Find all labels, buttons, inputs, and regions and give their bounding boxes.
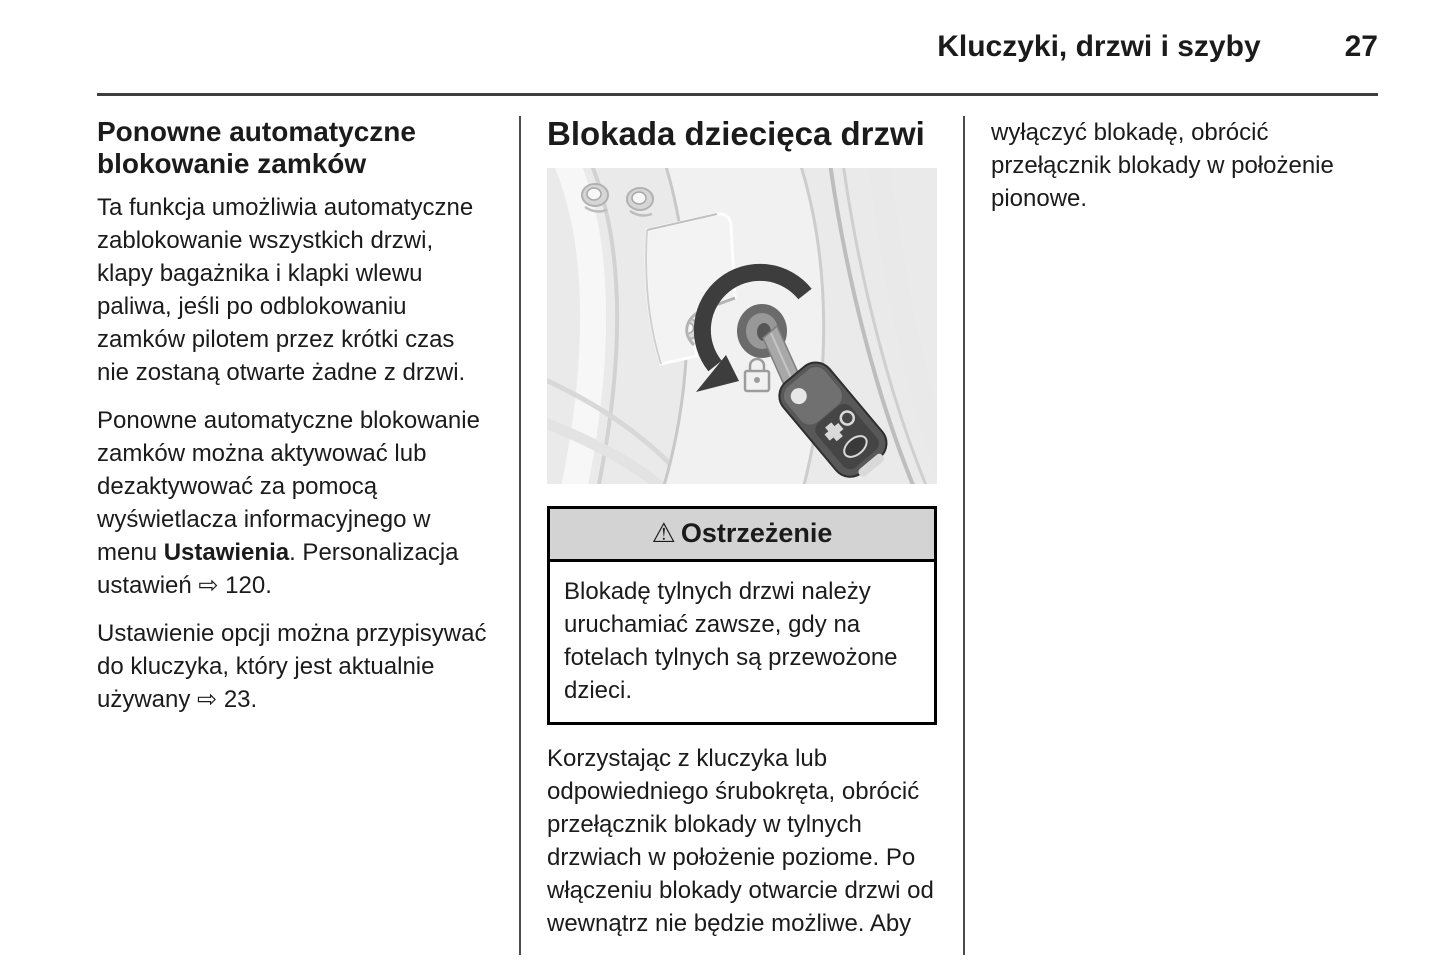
- subsection-heading-autorelock: Ponowne automatyczne blokowanie zamków: [97, 116, 416, 179]
- header-rule: [97, 93, 1378, 96]
- page-header: [97, 30, 1378, 64]
- column-divider-left: [519, 116, 521, 955]
- column-middle: [547, 116, 937, 955]
- paragraph-autorelock-1: Ta funkcja umożliwia automatyczne zablokowanie wszystkich drzwi, klapy bagażnika i klapki wlewu paliwa, jeśli po odblokowaniu zamków pilotem przez krótki czas nie zostaną otwarte żadne z drzwi.: [97, 194, 474, 387]
- content-columns: [97, 116, 1378, 955]
- warning-box: [547, 506, 937, 725]
- column-divider-right: [963, 116, 965, 955]
- column-left: [97, 116, 493, 955]
- warning-triangle-icon: ⚠: [651, 518, 676, 549]
- warning-title: Ostrzeżenie: [680, 518, 833, 549]
- text-run: Ponowne automatyczne blokowanie zamków można aktywować lub dezaktywować za pomocą wyświetlacza informacyjnego w menu: [97, 407, 480, 567]
- door-lock-drawing: [547, 168, 937, 484]
- column-right: [991, 116, 1378, 955]
- paragraph-child-lock-continued: wyłączyć blokadę, obrócić przełącznik blokady w położenie pionowe.: [991, 119, 1334, 212]
- text-run-with-page-ref: . Personalizacja ustawień ⇨ 120.: [97, 539, 459, 600]
- paragraph-autorelock-3: Ustawienie opcji można przypisywać do kluczyka, który jest aktualnie używany ⇨ 23.: [97, 620, 487, 714]
- warning-header: [550, 509, 934, 562]
- page-number: 27: [1344, 30, 1378, 63]
- child-lock-illustration: [547, 168, 937, 484]
- chapter-title: Kluczyki, drzwi i szyby: [937, 30, 1261, 63]
- warning-body: Blokadę tylnych drzwi należy uruchamiać zawsze, gdy na fotelach tylnych są przewożone dzieci.: [564, 578, 898, 705]
- paragraph-child-lock: Korzystając z kluczyka lub odpowiedniego śrubokręta, obrócić przełącznik blokady w tylnych drzwiach w położenie poziome. Po włączeniu blokady otwarcie drzwi od wewnątrz nie będzie możliwe. Aby: [547, 745, 934, 938]
- paragraph-autorelock-2: [97, 404, 493, 602]
- section-heading-child-lock: Blokada dziecięca drzwi: [547, 115, 925, 152]
- menu-name-bold: Ustawienia: [163, 539, 290, 567]
